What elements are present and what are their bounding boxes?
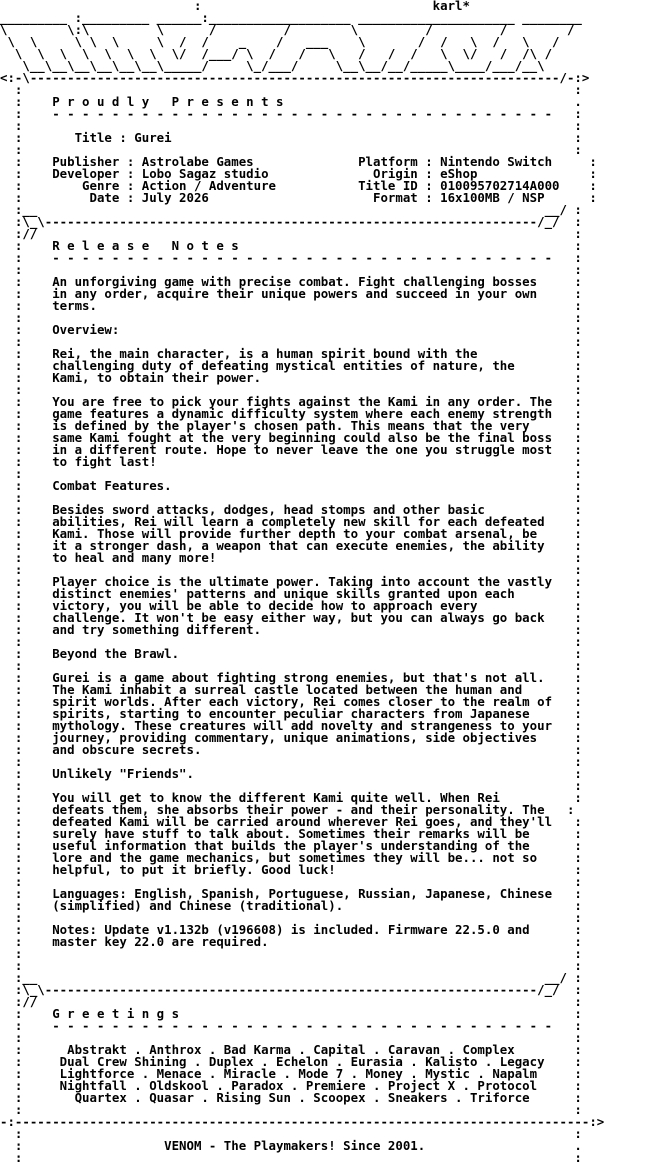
nfo-line: \ \ \ \ \ \ / / _ / ___ \ / / \ / \ /: [0, 34, 560, 49]
nfo-line: : mythology. These creatures will add novelty and strangeness to your :: [0, 718, 582, 733]
nfo-line: \__\__\__\__\__\__\_____/ \_/___/ \__\__/__/_____\____/___/__\: [0, 58, 545, 73]
nfo-line: :// :: [0, 994, 582, 1009]
nfo-line: : in any order, acquire their unique powers and succeed in your own :: [0, 286, 582, 301]
nfo-line: <:-\-----------------------------------------------------------------------/-:>: [0, 70, 590, 85]
nfo-line: : Gurei is a game about fighting strong enemies, but that's not all. :: [0, 670, 582, 685]
nfo-line: : Beyond the Brawl. :: [0, 646, 582, 661]
nfo-line: : The Kami inhabit a surreal castle located between the human and :: [0, 682, 582, 697]
nfo-line: : :: [0, 1030, 582, 1045]
nfo-line: : to fight last! :: [0, 454, 582, 469]
nfo-line: : is defined by the player's chosen path. This means that the very :: [0, 418, 582, 433]
nfo-line: : to heal and many more! :: [0, 550, 582, 565]
nfo-line: : :: [0, 382, 582, 397]
nfo-line: : Kami, to obtain their power. :: [0, 370, 582, 385]
nfo-line: : master key 22.0 are required. :: [0, 934, 582, 949]
nfo-line: : lore and the game mechanics, but sometimes they will be... not so :: [0, 850, 582, 865]
nfo-line: : distinct enemies' patterns and unique skills granted upon each :: [0, 586, 582, 601]
nfo-line: : :: [0, 466, 582, 481]
nfo-line: : Lightforce . Menace . Miracle . Mode 7 . Money . Mystic . Napalm :: [0, 1066, 582, 1081]
nfo-line: : Overview: :: [0, 322, 582, 337]
nfo-line: :__ __/ :: [0, 202, 582, 217]
nfo-line: : R e l e a s e N o t e s :: [0, 238, 582, 253]
nfo-line: : Player choice is the ultimate power. Taking into account the vastly :: [0, 574, 582, 589]
nfo-line: : Abstrakt . Anthrox . Bad Karma . Capital . Caravan . Complex :: [0, 1042, 582, 1057]
nfo-line: : :: [0, 958, 582, 973]
nfo-line: : Date : July 2026 Format : 16x100MB / NSP :: [0, 190, 597, 205]
nfo-line: : G r e e t i n g s :: [0, 1006, 582, 1021]
nfo-line: : P r o u d l y P r e s e n t s .: [0, 94, 582, 109]
nfo-line: : challenging duty of defeating mystical entities of nature, the :: [0, 358, 582, 373]
nfo-line: \ \:\ \ / / \ / / /: [0, 22, 575, 37]
nfo-line: : Languages: English, Spanish, Portuguese, Russian, Japanese, Chinese :: [0, 886, 582, 901]
nfo-line: : :: [0, 562, 582, 577]
nfo-line: : Publisher : Astrolabe Games Platform : Nintendo Switch :: [0, 154, 597, 169]
nfo-line: : spirits, starting to encounter peculiar characters from Japanese :: [0, 706, 582, 721]
nfo-line: :__ __/ :: [0, 970, 582, 985]
nfo-line: : :: [0, 910, 582, 925]
nfo-line: : spirit worlds. After each victory, Rei comes closer to the realm of :: [0, 694, 582, 709]
nfo-line: _________ :_________ ______:___________________ _____________________ ________: [0, 10, 582, 25]
nfo-line: : game features a dynamic difficulty system where each enemy strength :: [0, 406, 582, 421]
nfo-line: : Title : Gurei :: [0, 130, 582, 145]
nfo-line: : and obscure secrets. :: [0, 742, 582, 757]
nfo-line: : :: [0, 334, 582, 349]
nfo-line: : :: [0, 262, 582, 277]
nfo-line: : :: [0, 82, 582, 97]
nfo-line: : defeats them, she absorbs their power - and their personality. The :: [0, 802, 575, 817]
nfo-line: : defeated Kami will be carried around wherever Rei goes, and they'll :: [0, 814, 582, 829]
nfo-line: : :: [0, 754, 582, 769]
nfo-line: : - - - - - - - - - - - - - - - - - - - - - - - - - - - - - - - - - - :: [0, 1018, 582, 1033]
nfo-line: : :: [0, 118, 582, 133]
nfo-line: : Dual Crew Shining . Duplex . Echelon . Eurasia . Kalisto . Legacy :: [0, 1054, 582, 1069]
nfo-line: : and try something different. :: [0, 622, 582, 637]
nfo-line: : abilities, Rei will learn a completely new skill for each defeated :: [0, 514, 582, 529]
nfo-line: : :: [0, 1150, 582, 1164]
nfo-line: : :: [0, 1126, 582, 1141]
nfo-line: : terms. :: [0, 298, 582, 313]
nfo-line: : Nightfall . Oldskool . Paradox . Premiere . Project X . Protocol :: [0, 1078, 582, 1093]
nfo-line: : - - - - - - - - - - - - - - - - - - - - - - - - - - - - - - - - - - :: [0, 250, 582, 265]
nfo-line: : :: [0, 490, 582, 505]
nfo-line: : You are free to pick your fights against the Kami in any order. The :: [0, 394, 582, 409]
nfo-line: : :: [0, 658, 582, 673]
nfo-line: :\_\------------------------------------------------------------------/_/ :: [0, 982, 582, 997]
nfo-line: :\_\------------------------------------------------------------------/_/ :: [0, 214, 582, 229]
nfo-line: : Notes: Update v1.132b (v196608) is included. Firmware 22.5.0 and :: [0, 922, 582, 937]
nfo-line: : You will get to know the different Kami quite well. When Rei :: [0, 790, 582, 805]
nfo-line: : victory, you will be able to decide how to approach every :: [0, 598, 582, 613]
nfo-line: : Besides sword attacks, dodges, head stomps and other basic :: [0, 502, 582, 517]
nfo-line: : challenge. It won't be easy either way, but you can always go back :: [0, 610, 582, 625]
nfo-line: : - - - - - - - - - - - - - - - - - - - - - - - - - - - - - - - - - - :: [0, 106, 582, 121]
nfo-line: : :: [0, 874, 582, 889]
nfo-line: : :: [0, 142, 582, 157]
nfo-line: : Quartex . Quasar . Rising Sun . Scoopex . Sneakers . Triforce :: [0, 1090, 582, 1105]
nfo-line: : :: [0, 946, 582, 961]
nfo-line: : :: [0, 634, 582, 649]
nfo-line: : (simplified) and Chinese (traditional). :: [0, 898, 582, 913]
nfo-line: : Combat Features. :: [0, 478, 582, 493]
nfo-line: : karl*: [0, 0, 470, 13]
nfo-line: : Rei, the main character, is a human spirit bound with the :: [0, 346, 582, 361]
nfo-line: -:-----------------------------------------------------------------------------:>: [0, 1114, 605, 1129]
nfo-line: : An unforgiving game with precise combat. Fight challenging bosses :: [0, 274, 582, 289]
nfo-line: : it a stronger dash, a weapon that can execute enemies, the ability :: [0, 538, 582, 553]
nfo-line: : in a different route. Hope to never leave the one you struggle most :: [0, 442, 582, 457]
nfo-line: : useful information that builds the player's understanding of the :: [0, 838, 582, 853]
nfo-line: : :: [0, 310, 582, 325]
nfo-line: : VENOM - The Playmakers! Since 2001. .: [0, 1138, 582, 1153]
nfo-line: : :: [0, 1102, 582, 1117]
nfo-line: : Kami. Those will provide further depth to your combat arsenal, be :: [0, 526, 582, 541]
nfo-line: : Developer : Lobo Sagaz studio Origin : eShop :: [0, 166, 597, 181]
nfo-line: : Unlikely "Friends". :: [0, 766, 582, 781]
nfo-line: : surely have stuff to talk about. Sometimes their remarks will be :: [0, 826, 582, 841]
nfo-line: : :: [0, 778, 582, 793]
nfo-line: : journey, providing commentary, unique animations, side objectives :: [0, 730, 582, 745]
nfo-line: : helpful, to put it briefly. Good luck! :: [0, 862, 582, 877]
nfo-line: : Genre : Action / Adventure Title ID : 010095702714A000 :: [0, 178, 597, 193]
nfo-line: :// :: [0, 226, 582, 241]
nfo-line: : same Kami fought at the very beginning could also be the final boss :: [0, 430, 582, 445]
nfo-line: \ \ \ \ \ \ \ \/ /___/ \ / / \ / / / \ \/ / /\ /: [0, 46, 553, 61]
